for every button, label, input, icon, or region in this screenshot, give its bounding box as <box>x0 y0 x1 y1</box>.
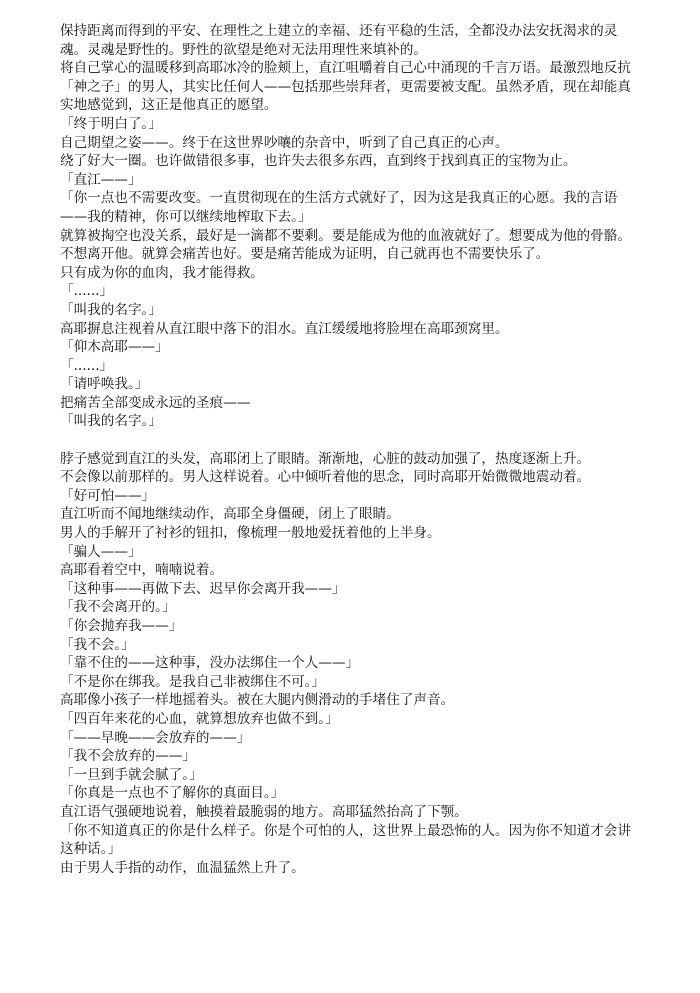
paragraph: 只有成为你的血肉，我才能得救。 <box>60 264 264 281</box>
paragraph: 「四百年来花的心血，就算想放弃也做不到。」 <box>60 710 339 727</box>
paragraph: 直江听而不闻地继续动作，高耶全身僵硬，闭上了眼睛。 <box>60 506 400 523</box>
paragraph: 把痛苦全部变成永远的圣痕—— <box>60 394 251 411</box>
paragraph: 绕了好大一圈。也许做错很多事，也许失去很多东西，直到终于找到真正的宝物为止。 <box>60 153 577 170</box>
paragraph: 高耶像小孩子一样地摇着头。被在大腿内侧滑动的手堵住了声音。 <box>60 692 455 709</box>
paragraph: 「我不会离开的。」 <box>60 599 176 616</box>
paragraph: 「......」 <box>60 283 114 300</box>
paragraph: 脖子感觉到直江的头发，高耶闭上了眼睛。渐渐地，心脏的鼓动加强了，热度逐渐上升。 <box>60 450 591 467</box>
paragraph: 自己期望之姿——。终于在这世界吵嚷的杂音中，听到了自己真正的心声。 <box>60 134 509 151</box>
paragraph: 就算被掏空也没关系，最好是一滴都不要剩。要是能成为他的血液就好了。想要成为他的骨骼。不想离开他。就算会痛苦也好。要是痛苦能成为证明，自己就再也不需要快乐了。 <box>60 227 631 263</box>
paragraph: 「——早晚——会放弃的——」 <box>60 729 251 746</box>
paragraph: 「你一点也不需要改变。一直贯彻现在的生活方式就好了，因为这是我真正的心愿。我的言语——我的精神，你可以继续地榨取下去。」 <box>60 190 618 225</box>
paragraph: 「你真是一点也不了解你的真面目。」 <box>60 785 285 802</box>
paragraph: 将自己掌心的温暖移到高耶冰冷的脸颊上，直江咀嚼着自己心中涌现的千言万语。最激烈地反抗「神之子」的男人，其实比任何人——包括那些崇拜者，更需要被支配。虽然矛盾，现在却能真实地感觉到，这正是他真正的愿望。 <box>60 60 631 114</box>
paragraph: 「请呼唤我。」 <box>60 376 149 393</box>
paragraph: 「终于明白了。」 <box>60 115 162 132</box>
paragraph: 「仰木高耶——」 <box>60 339 169 356</box>
paragraph: 「叫我的名字。」 <box>60 413 162 430</box>
paragraph: 男人的手解开了衬衫的钮扣，像梳理一般地爱抚着他的上半身。 <box>60 525 441 542</box>
paragraph: 高耶摒息注视着从直江眼中落下的泪水。直江缓缓地将脸埋在高耶颈窝里。 <box>60 320 509 337</box>
paragraph: 由于男人手指的动作，血温猛然上升了。 <box>60 859 305 876</box>
document-page <box>60 22 634 877</box>
paragraph: 「一旦到手就会腻了。」 <box>60 766 203 783</box>
paragraph: 「你会抛弃我——」 <box>60 618 183 634</box>
paragraph: 高耶看着空中，喃喃说着。 <box>60 562 224 579</box>
paragraph: 「叫我的名字。」 <box>60 301 162 318</box>
paragraph: 「这种事——再做下去、迟早你会离开我——」 <box>60 580 346 597</box>
paragraph: 「我不会放弃的——」 <box>60 748 196 765</box>
paragraph: 直江语气强硬地说着，触摸着最脆弱的地方。高耶猛然抬高了下颚。 <box>60 803 468 820</box>
paragraph: 「骗人——」 <box>60 543 142 560</box>
paragraph: 「直江——」 <box>60 171 142 188</box>
paragraph: 不会像以前那样的。男人这样说着。心中倾听着他的思念，同时高耶开始微微地震动着。 <box>60 469 591 486</box>
paragraph: 「......」 <box>60 357 114 374</box>
paragraph: 保持距离而得到的平安、在理性之上建立的幸福、还有平稳的生活，全都没办法安抚渴求的灵魂。灵魂是野性的。野性的欲望是绝对无法用理性来填补的。 <box>60 23 618 58</box>
paragraph: 「好可怕——」 <box>60 487 156 504</box>
paragraph: 「不是你在绑我。是我自己非被绑住不可。」 <box>60 673 326 690</box>
blank-line <box>60 431 634 450</box>
paragraph: 「靠不住的——这种事，没办法绑住一个人——」 <box>60 655 360 672</box>
paragraph: 「我不会。」 <box>60 636 135 653</box>
paragraph: 「你不知道真正的你是什么样子。你是个可怕的人，这世界上最恐怖的人。因为你不知道才会讲这种话。」 <box>60 822 631 858</box>
